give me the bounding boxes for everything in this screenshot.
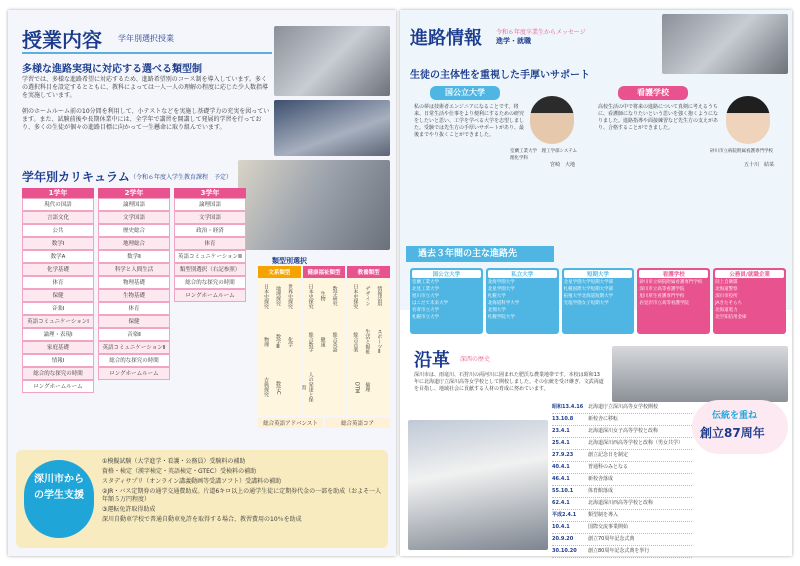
subject-cell: 科学と人間生活 (98, 263, 170, 276)
category-item: 北海学園大学 (487, 280, 515, 285)
history-text: 北海道庁立深川高等女学校開校 (588, 404, 659, 410)
subject-cell: 音楽Ⅰ (22, 302, 94, 315)
ruikei-item: 地理探究 (275, 286, 281, 306)
history-text: 国際交流事業開始 (588, 524, 629, 530)
history-text: 北海道深川女子高等学校と改称 (588, 428, 659, 434)
category-item: 名寄市立大学 (412, 308, 439, 313)
subject-cell: 化学基礎 (22, 263, 94, 276)
history-list (552, 402, 692, 558)
history-text: 創立70周年記念式典 (588, 536, 635, 542)
ruikei-item: 化学 (287, 336, 293, 347)
subject-cell: 論理国語 (174, 198, 246, 211)
year3-label: 3学年 (174, 188, 246, 198)
support-item: ③運転免許取得助成 (102, 506, 156, 513)
ruikei-item: 倫理 (364, 382, 371, 393)
category-item: 砂川市立病院附属看護専門学校 (639, 280, 703, 285)
ruikei-item: 生物 (319, 291, 326, 301)
ruikei-item: 総合英語 (331, 331, 338, 352)
ruikei-items (300, 278, 346, 416)
category-item: 室蘭工業大学 (412, 280, 439, 285)
subject-cell: 文学国語 (174, 211, 246, 224)
support-list (102, 458, 382, 526)
support-item: 深川自動車学校で普通自動車免許を取得する場合、教習費用の10％を助成 (102, 516, 302, 523)
history-row (552, 474, 692, 486)
category-name: 短期大学 (564, 270, 633, 278)
school-building-photo (408, 420, 548, 550)
ruikei-item: 日本史探究 (307, 283, 314, 309)
enkaku-sub: 深西の歴史 (460, 356, 491, 363)
subject-cell: 数学Ⅱ (98, 250, 170, 263)
ruikei-name: 健康福祉類型 (303, 266, 346, 278)
category-item: 拓殖大学北海道短期大学 (563, 294, 614, 299)
subject-cell: ロングホームルーム (98, 367, 170, 380)
category-item: 旭川厚生看護専門学校 (639, 294, 685, 299)
history-text: 普通科のみとなる (588, 464, 629, 470)
ruikei-items (347, 278, 390, 416)
subject-cell: 歴史総合 (98, 224, 170, 237)
year1-column (22, 188, 94, 393)
category-name: 看護学校 (639, 270, 708, 278)
category-item: 北翔大学 (487, 308, 506, 313)
subject-cell: 総合的な探究の時間 (22, 367, 94, 380)
ruikei-item: 数学Ⅲ (275, 333, 281, 350)
right-heading: 生徒の主体性を重視した手厚いサポート (410, 70, 590, 81)
ruikei-bottom-1: 総合英語アドバンスト (258, 418, 323, 428)
enkaku-text: 深川市は、雨竜川、石狩川の両河川に囲まれた肥沃な農業地帯です。本校は昭和13年に北海道庁立深川高等女学校として開校しました。その伝統を受け継ぎ、文武両道を目指し、地域社会に貢献する人材の育成に努めています。 (414, 372, 604, 392)
ruikei-item: デザイン (364, 286, 371, 306)
history-row (552, 546, 692, 558)
subject-cell: 総合的な探究の時間 (98, 354, 170, 367)
category-column (713, 268, 786, 334)
subject-cell: 保健 (98, 315, 170, 328)
history-date: 25.4.1 (552, 440, 570, 446)
category-item: JAきたそらち (715, 301, 743, 306)
curriculum-title: 学年別カリキュラム (22, 170, 130, 184)
category-item: 北空知信用金庫 (715, 315, 747, 320)
category-column (637, 268, 710, 334)
enkaku-title: 沿革 (414, 350, 450, 371)
category-item: 札幌市立大学 (412, 315, 439, 320)
uni-label: 国公立大学 (430, 86, 500, 100)
right-title: 進路情報 (410, 28, 482, 49)
category-item: 札幌国際大学短期大学部 (563, 287, 614, 292)
category-column (486, 268, 559, 334)
ruikei-bottom (258, 418, 390, 428)
ruikei-column (300, 266, 346, 416)
history-text: 北海道深川西高等学校と改称（男女共学） (588, 440, 684, 446)
category-item: 光塩学園女子短期大学 (563, 301, 609, 306)
subject-cell: 公共 (22, 224, 94, 237)
uni-student-photo (530, 96, 574, 144)
category-column (410, 268, 483, 334)
title-rule (22, 52, 272, 54)
subject-cell: 家庭基礎 (22, 341, 94, 354)
subject-cell: 体育 (98, 302, 170, 315)
subject-cell: 生物基礎 (98, 289, 170, 302)
ruikei-bottom-2: 総合英語コア (325, 418, 390, 428)
left-heading: 多様な進路実現に対応する選べる類型制 (22, 64, 202, 75)
year2-column (98, 188, 170, 380)
category-name: 私立大学 (488, 270, 557, 278)
category-item: 北海道科学大学 (487, 301, 520, 306)
history-date: 27.9.23 (552, 452, 574, 458)
subject-cell: 情報Ⅰ (22, 354, 94, 367)
support-item: スタディサプリ（オンライン講義動画等受講ソフト）受講料の補助 (102, 478, 282, 485)
ruikei-name: 文系類型 (258, 266, 301, 278)
history-date: 平成2.4.1 (552, 512, 577, 518)
category-column (562, 268, 635, 334)
nurse-text: 高校生活の中で将来の進路について真剣に考えるうちに、看護師になりたいという思いを強く抱くようになりました。進路指導や面接練習など先生方の支えがあり、合格することができました。 (598, 104, 719, 131)
left-title-sub: 学年別選択授業 (118, 34, 174, 43)
ruikei-item: 日本史探究 (352, 283, 359, 309)
support-item: 資格・検定（漢字検定・英語検定・GTEC）受検料の補助 (102, 468, 257, 475)
history-row (552, 462, 692, 474)
subject-cell: 現代の国語 (22, 198, 94, 211)
history-row (552, 498, 692, 510)
category-name: 公務員/就職企業 (715, 270, 784, 278)
history-row (552, 450, 692, 462)
history-text: 北海道深川西高等学校と改称 (588, 500, 654, 506)
category-item: 札幌大学 (487, 294, 506, 299)
subject-cell: 数学Ⅰ (22, 237, 94, 250)
history-date: 昭和13.4.16 (552, 404, 584, 410)
classroom-photo-3 (238, 160, 390, 250)
subject-cell: 論理国語 (98, 198, 170, 211)
history-row (552, 414, 692, 426)
history-text: 新校舎に移転 (588, 416, 619, 422)
anniv-badge-1: 伝統を重ね (712, 411, 758, 421)
nurse-label: 看護学校 (618, 86, 688, 100)
uni-text: 私の夢は技術者エンジニアになることです。将来、日常生活や仕事をより便利にするための研究をしたいと思い、工学を学べる大学を志望しました。受験では先生方の手厚いサポートがあり、最後までやり抜くことができました。 (414, 104, 525, 138)
ruikei-item: スポーツⅡ (376, 328, 383, 355)
ruikei-item: 生活と福祉 (364, 329, 371, 355)
category-item: 北海道警察 (715, 287, 738, 292)
curriculum-sub: （令和６年度入学生教育課程 予定） (130, 174, 233, 181)
ruikei-item: 日本史探究 (263, 283, 269, 309)
history-text: 類型制を導入 (588, 512, 619, 518)
ruikei-item: 物理 (263, 336, 269, 347)
past-categories (410, 268, 786, 334)
subject-cell: 体育 (174, 237, 246, 250)
subject-cell: 英語コミュニケーションⅠ (22, 315, 94, 328)
subject-cell: 地理総合 (98, 237, 170, 250)
left-page (8, 10, 396, 556)
support-badge: 深川市からの学生支援 (24, 460, 94, 538)
ruikei-column (258, 266, 301, 416)
history-date: 20.9.20 (552, 536, 574, 542)
ruikei-item: DTM (353, 381, 360, 393)
classroom-photo-1 (274, 26, 390, 96)
history-text: 体育館落成 (588, 488, 614, 494)
classroom-photo-2 (274, 100, 390, 156)
nurse-person-name: 五十川 結菜 (744, 162, 775, 168)
history-text: 創立80周年記念式典を挙行 (588, 548, 650, 554)
history-date: 10.4.1 (552, 524, 570, 530)
history-row (552, 522, 692, 534)
history-row (552, 510, 692, 522)
ruikei-item: 数学研究 (331, 286, 338, 306)
category-item: 陸上自衛隊 (715, 280, 738, 285)
past-title: 過去３年間の主な進路先 (406, 246, 554, 262)
subject-cell: 音楽Ⅱ (98, 328, 170, 341)
history-date: 40.4.1 (552, 464, 570, 470)
history-date: 30.10.20 (552, 548, 577, 554)
right-page (400, 10, 792, 556)
ruikei-item: 人の発達と保育 (300, 372, 314, 403)
subject-cell: 類型別選択（右記参照） (174, 263, 246, 276)
ruikei-item: 古典探究 (263, 377, 269, 398)
history-row (552, 438, 692, 450)
category-name: 国公立大学 (412, 270, 481, 278)
message-sub: 進学・就職 (496, 37, 531, 45)
category-item: 札幌学院大学 (487, 315, 515, 320)
category-item: 北星学園大学 (487, 287, 515, 292)
nurse-student-photo (726, 96, 770, 144)
ruikei-item: 世界史探究 (287, 283, 293, 309)
history-date: 23.4.1 (552, 428, 570, 434)
nurse-person-school: 砂川市立病院附属看護専門学校 (710, 149, 773, 154)
history-text: 新校舎落成 (588, 476, 614, 482)
subject-cell: ロングホームルーム (22, 380, 94, 393)
subject-cell: 言語文化 (22, 211, 94, 224)
ruikei-title: 類型別選択 (272, 257, 307, 265)
history-row (552, 534, 692, 546)
ruikei-item: 総合音楽 (352, 331, 359, 352)
old-building-photo (612, 346, 788, 402)
category-item: 深川市役所 (715, 294, 738, 299)
history-row (552, 402, 692, 414)
category-item: 旭川市立大学 (412, 294, 439, 299)
support-item: ①模擬試験（大学進学・看護・公務員）受験料の補助 (102, 458, 246, 465)
subject-cell: 物理基礎 (98, 276, 170, 289)
students-photo (662, 14, 788, 74)
uni-person-name: 宮崎 大地 (550, 162, 576, 168)
subject-cell: 体育 (22, 276, 94, 289)
year2-label: 2学年 (98, 188, 170, 198)
uni-person-school: 室蘭工業大学 理工学部システム理化学科 (510, 149, 578, 161)
ruikei-item: 健康 (319, 336, 326, 347)
ruikei-item: 数学C (275, 380, 281, 395)
category-item: 北星学園大学短期大学部 (563, 280, 614, 285)
subject-cell: 政治・経済 (174, 224, 246, 237)
year3-column (174, 188, 246, 302)
left-title: 授業内容 (22, 28, 102, 52)
history-text: 創立記念日を制定 (588, 452, 629, 458)
subject-cell: 論理・表現Ⅰ (22, 328, 94, 341)
ruikei-column (347, 266, 390, 416)
ruikei-items (258, 278, 301, 416)
subject-cell: 英語コミュニケーションⅡ (98, 341, 170, 354)
ruikei-table (258, 266, 390, 416)
message-label: 令和６年度卒業生からメッセージ (496, 29, 586, 36)
ruikei-item: 情報活用 (376, 286, 383, 306)
history-date: 62.4.1 (552, 500, 570, 506)
subject-cell: 文学国語 (98, 211, 170, 224)
category-item: 岩見沢市立高等看護学院 (639, 301, 689, 306)
subject-cell: 英語コミュニケーションⅢ (174, 250, 246, 263)
history-row (552, 486, 692, 498)
intro-text-2: 朝のホームルーム前の10分間を利用して、小テストなどを実施し基礎学力の充実を図っています。また、試験前後や長期休業中には、全学年で講習を開講して発展的学習を行っており、多くの生徒が個々の進路目標に向かって一生懸命に取り組んでいます。 (22, 108, 270, 131)
subject-cell: 総合的な探究の時間 (174, 276, 246, 289)
ruikei-item: 総合数学 (307, 331, 314, 352)
history-row (552, 426, 692, 438)
year1-label: 1学年 (22, 188, 94, 198)
category-item: はこだて未来大学 (412, 301, 448, 306)
history-date: 13.10.8 (552, 416, 574, 422)
category-item: 北海道電力 (715, 308, 738, 313)
ruikei-name: 教養類型 (347, 266, 390, 278)
subject-cell: ロングホームルーム (174, 289, 246, 302)
anniv-badge-2: 創立87周年 (700, 426, 765, 440)
category-item: 北見工業大学 (412, 287, 439, 292)
history-date: 55.10.1 (552, 488, 574, 494)
subject-cell: 数学A (22, 250, 94, 263)
intro-text: 学習では、多様な進路希望に対応するため、進路希望別のコース制を導入しています。多くの選択科目を設定するとともに、教科によっては一人一人の理解の程度に応じた少人数指導を実施しています。 (22, 76, 269, 99)
history-date: 46.4.1 (552, 476, 570, 482)
category-item: 深川市立高等看護学院 (639, 287, 685, 292)
support-item: ②JR・バス定期券の通学交通費助成。片道6キロ以上の通学生徒に定期券代金の一部を助成（およそ一人年額５万円程度） (102, 488, 382, 503)
subject-cell: 保健 (22, 289, 94, 302)
